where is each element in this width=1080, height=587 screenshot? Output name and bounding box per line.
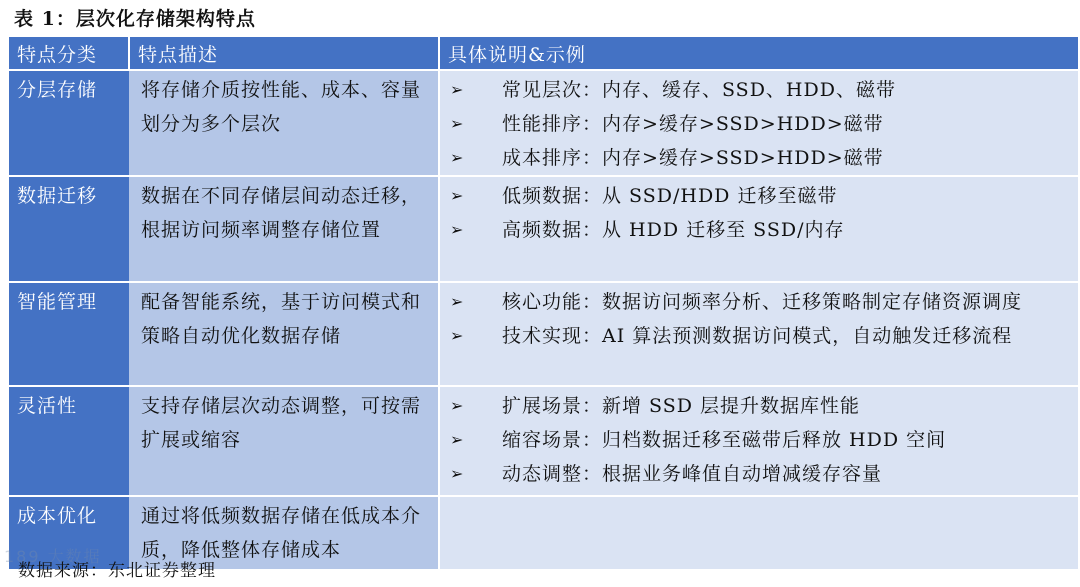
row-details xyxy=(439,282,1078,386)
table-row xyxy=(9,176,1078,282)
arrow-bullet-icon: ➢ xyxy=(450,148,465,167)
detail-item xyxy=(450,73,1070,107)
arrow-bullet-icon: ➢ xyxy=(450,220,465,239)
detail-text: 技术实现：AI 算法预测数据访问模式，自动触发迁移流程 xyxy=(502,325,1013,347)
header-details: 具体说明&示例 xyxy=(439,37,1078,70)
detail-text: 性能排序：内存>缓存>SSD>HDD>磁带 xyxy=(502,113,884,135)
row-category: 灵活性 xyxy=(9,386,129,496)
source-note: 数据来源：东北证券整理 xyxy=(18,561,216,581)
arrow-bullet-icon: ➢ xyxy=(450,80,465,99)
row-details xyxy=(439,70,1078,176)
arrow-bullet-icon: ➢ xyxy=(450,430,465,449)
row-description: 通过将低频数据存储在低成本介质，降低整体存储成本 xyxy=(129,496,439,569)
detail-item xyxy=(450,179,1070,213)
arrow-bullet-icon: ➢ xyxy=(450,326,465,345)
detail-text: 核心功能：数据访问频率分析、迁移策略制定存储资源调度 xyxy=(502,291,1023,313)
row-category: 智能管理 xyxy=(9,282,129,386)
detail-text: 成本排序：内存>缓存>SSD>HDD>磁带 xyxy=(502,147,884,169)
arrow-bullet-icon: ➢ xyxy=(450,292,465,311)
detail-item xyxy=(450,423,1070,457)
table-row xyxy=(9,386,1078,496)
watermark: 189 大数据 xyxy=(4,547,102,566)
header-category: 特点分类 xyxy=(9,37,129,70)
detail-item xyxy=(450,389,1070,423)
detail-item xyxy=(450,319,1070,353)
detail-text: 高频数据：从 HDD 迁移至 SSD/内存 xyxy=(502,219,845,241)
detail-text: 动态调整：根据业务峰值自动增减缓存容量 xyxy=(502,463,883,485)
arrow-bullet-icon: ➢ xyxy=(450,114,465,133)
detail-text: 缩容场景：归档数据迁移至磁带后释放 HDD 空间 xyxy=(502,429,947,451)
row-description: 支持存储层次动态调整，可按需扩展或缩容 xyxy=(129,386,439,496)
row-details xyxy=(439,386,1078,496)
row-category: 分层存储 xyxy=(9,70,129,176)
table-row xyxy=(9,70,1078,176)
row-category: 成本优化 xyxy=(9,496,129,569)
features-table xyxy=(9,37,1078,569)
detail-text: 低频数据：从 SSD/HDD 迁移至磁带 xyxy=(502,185,838,207)
table-row xyxy=(9,282,1078,386)
row-category: 数据迁移 xyxy=(9,176,129,282)
detail-text: 扩展场景：新增 SSD 层提升数据库性能 xyxy=(502,395,861,417)
detail-item xyxy=(450,107,1070,141)
detail-item xyxy=(450,213,1070,247)
detail-item xyxy=(450,285,1070,319)
table-caption: 表 1：层次化存储架构特点 xyxy=(14,8,256,30)
row-details xyxy=(439,176,1078,282)
arrow-bullet-icon: ➢ xyxy=(450,396,465,415)
row-details xyxy=(439,496,1078,569)
table-header-row xyxy=(9,37,1078,70)
detail-item xyxy=(450,141,1070,175)
row-description: 将存储介质按性能、成本、容量划分为多个层次 xyxy=(129,70,439,176)
detail-item xyxy=(450,457,1070,491)
arrow-bullet-icon: ➢ xyxy=(450,186,465,205)
detail-text: 常见层次：内存、缓存、SSD、HDD、磁带 xyxy=(502,79,896,101)
arrow-bullet-icon: ➢ xyxy=(450,464,465,483)
header-description: 特点描述 xyxy=(129,37,439,70)
row-description: 数据在不同存储层间动态迁移，根据访问频率调整存储位置 xyxy=(129,176,439,282)
row-description: 配备智能系统，基于访问模式和策略自动优化数据存储 xyxy=(129,282,439,386)
